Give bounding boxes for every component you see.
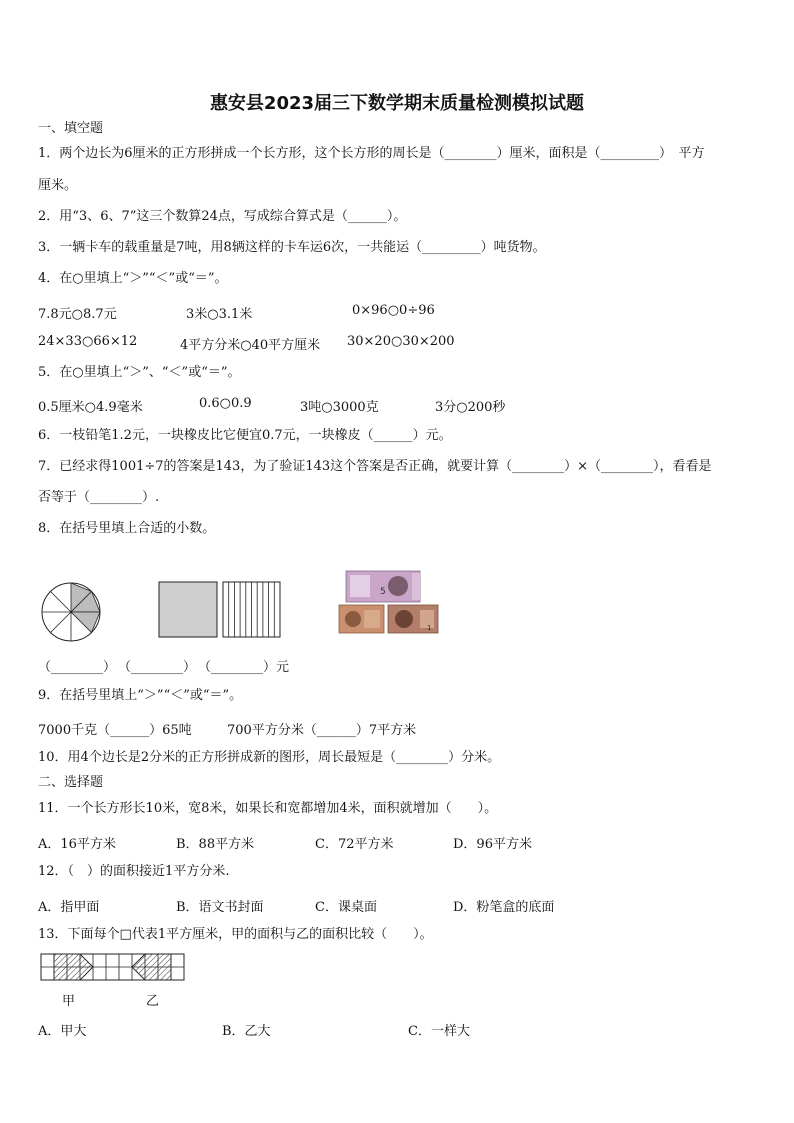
question-2: 2．用“3、6、7”这三个数算24点，写成综合算式是（______）。: [38, 209, 407, 224]
q9-item: 700平方分米（______）7平方米: [227, 723, 417, 738]
q9-item: 7000千克（______）65吨: [38, 723, 192, 738]
q11-option: D．96平方米: [453, 837, 532, 852]
note-one-label: 1: [427, 624, 432, 632]
q5-item: 0.6○0.9: [199, 396, 252, 411]
q11-option: A．16平方米: [38, 837, 116, 852]
q8-blank: （________）元: [198, 660, 290, 675]
q4-item: 24×33○66×12: [38, 334, 138, 349]
q4-item: 4平方分米○40平方厘米: [180, 338, 321, 353]
money-notes-figure: [338, 570, 440, 634]
section-heading-choice: 二、选择题: [38, 775, 104, 790]
q5-item: 3吨○3000克: [300, 400, 379, 415]
section-heading-fill-blank: 一、填空题: [38, 121, 104, 136]
q12-option: C．课桌面: [315, 900, 377, 915]
question-9: 9．在括号里填上“＞”“＜”或“＝”。: [38, 688, 243, 703]
question-7: 7．已经求得1001÷7的答案是143，为了验证143这个答案是否正确，就要计算（________）×（________），看看是: [38, 459, 712, 474]
q13-option: C．一样大: [408, 1024, 470, 1039]
question-6: 6．一枝铅笔1.2元，一块橡皮比它便宜0.7元，一块橡皮（______）元。: [38, 428, 452, 443]
q13-option: B．乙大: [222, 1024, 271, 1039]
question-3: 3．一辆卡车的载重量是7吨，用8辆这样的卡车运6次，一共能运（_________）吨货物。: [38, 240, 546, 255]
question-12: 12．（ ）的面积接近1平方分米.: [38, 864, 230, 879]
q5-item: 0.5厘米○4.9毫米: [38, 400, 143, 415]
question-13: 13．下面每个□代表1平方厘米，甲的面积与乙的面积比较（ ）。: [38, 927, 433, 942]
square-shaded-figure: [158, 581, 220, 639]
note-five-label: 5: [380, 587, 386, 597]
label-yi: 乙: [146, 994, 160, 1009]
q8-blank: （________）: [118, 660, 197, 675]
q4-item: 0×96○0÷96: [352, 303, 435, 318]
square-striped-figure: [222, 581, 282, 639]
question-8: 8．在括号里填上合适的小数。: [38, 521, 216, 536]
question-5: 5．在○里填上“＞”、“＜”或“＝”。: [38, 365, 241, 380]
q4-item: 3米○3.1米: [186, 307, 253, 322]
question-1-cont: 厘米。: [38, 178, 78, 193]
q4-item: 7.8元○8.7元: [38, 307, 117, 322]
q4-item: 30×20○30×200: [347, 334, 455, 349]
question-7-cont: 否等于（________）.: [38, 490, 160, 505]
q12-option: A．指甲面: [38, 900, 100, 915]
q13-option: A．甲大: [38, 1024, 87, 1039]
q8-blank: （________）: [38, 660, 117, 675]
page-title: 惠安县2023届三下数学期末质量检测模拟试题: [209, 93, 585, 114]
question-4: 4．在○里填上“＞”“＜”或“＝”。: [38, 271, 228, 286]
grid-comparison-figure: [40, 953, 186, 981]
q12-option: B．语文书封面: [176, 900, 264, 915]
question-11: 11．一个长方形长10米，宽8米，如果长和宽都增加4米，面积就增加（ ）。: [38, 801, 498, 816]
question-1: 1．两个边长为6厘米的正方形拼成一个长方形，这个长方形的周长是（________）厘米，面积是（_________） 平方: [38, 146, 705, 161]
q12-option: D．粉笔盒的底面: [453, 900, 555, 915]
q11-option: B．88平方米: [176, 837, 255, 852]
circle-fraction-figure: [40, 581, 102, 643]
q11-option: C．72平方米: [315, 837, 394, 852]
question-10: 10．用4个边长是2分米的正方形拼成新的图形，周长最短是（________）分米。: [38, 750, 501, 765]
label-jia: 甲: [62, 994, 76, 1009]
q5-item: 3分○200秒: [435, 400, 506, 415]
